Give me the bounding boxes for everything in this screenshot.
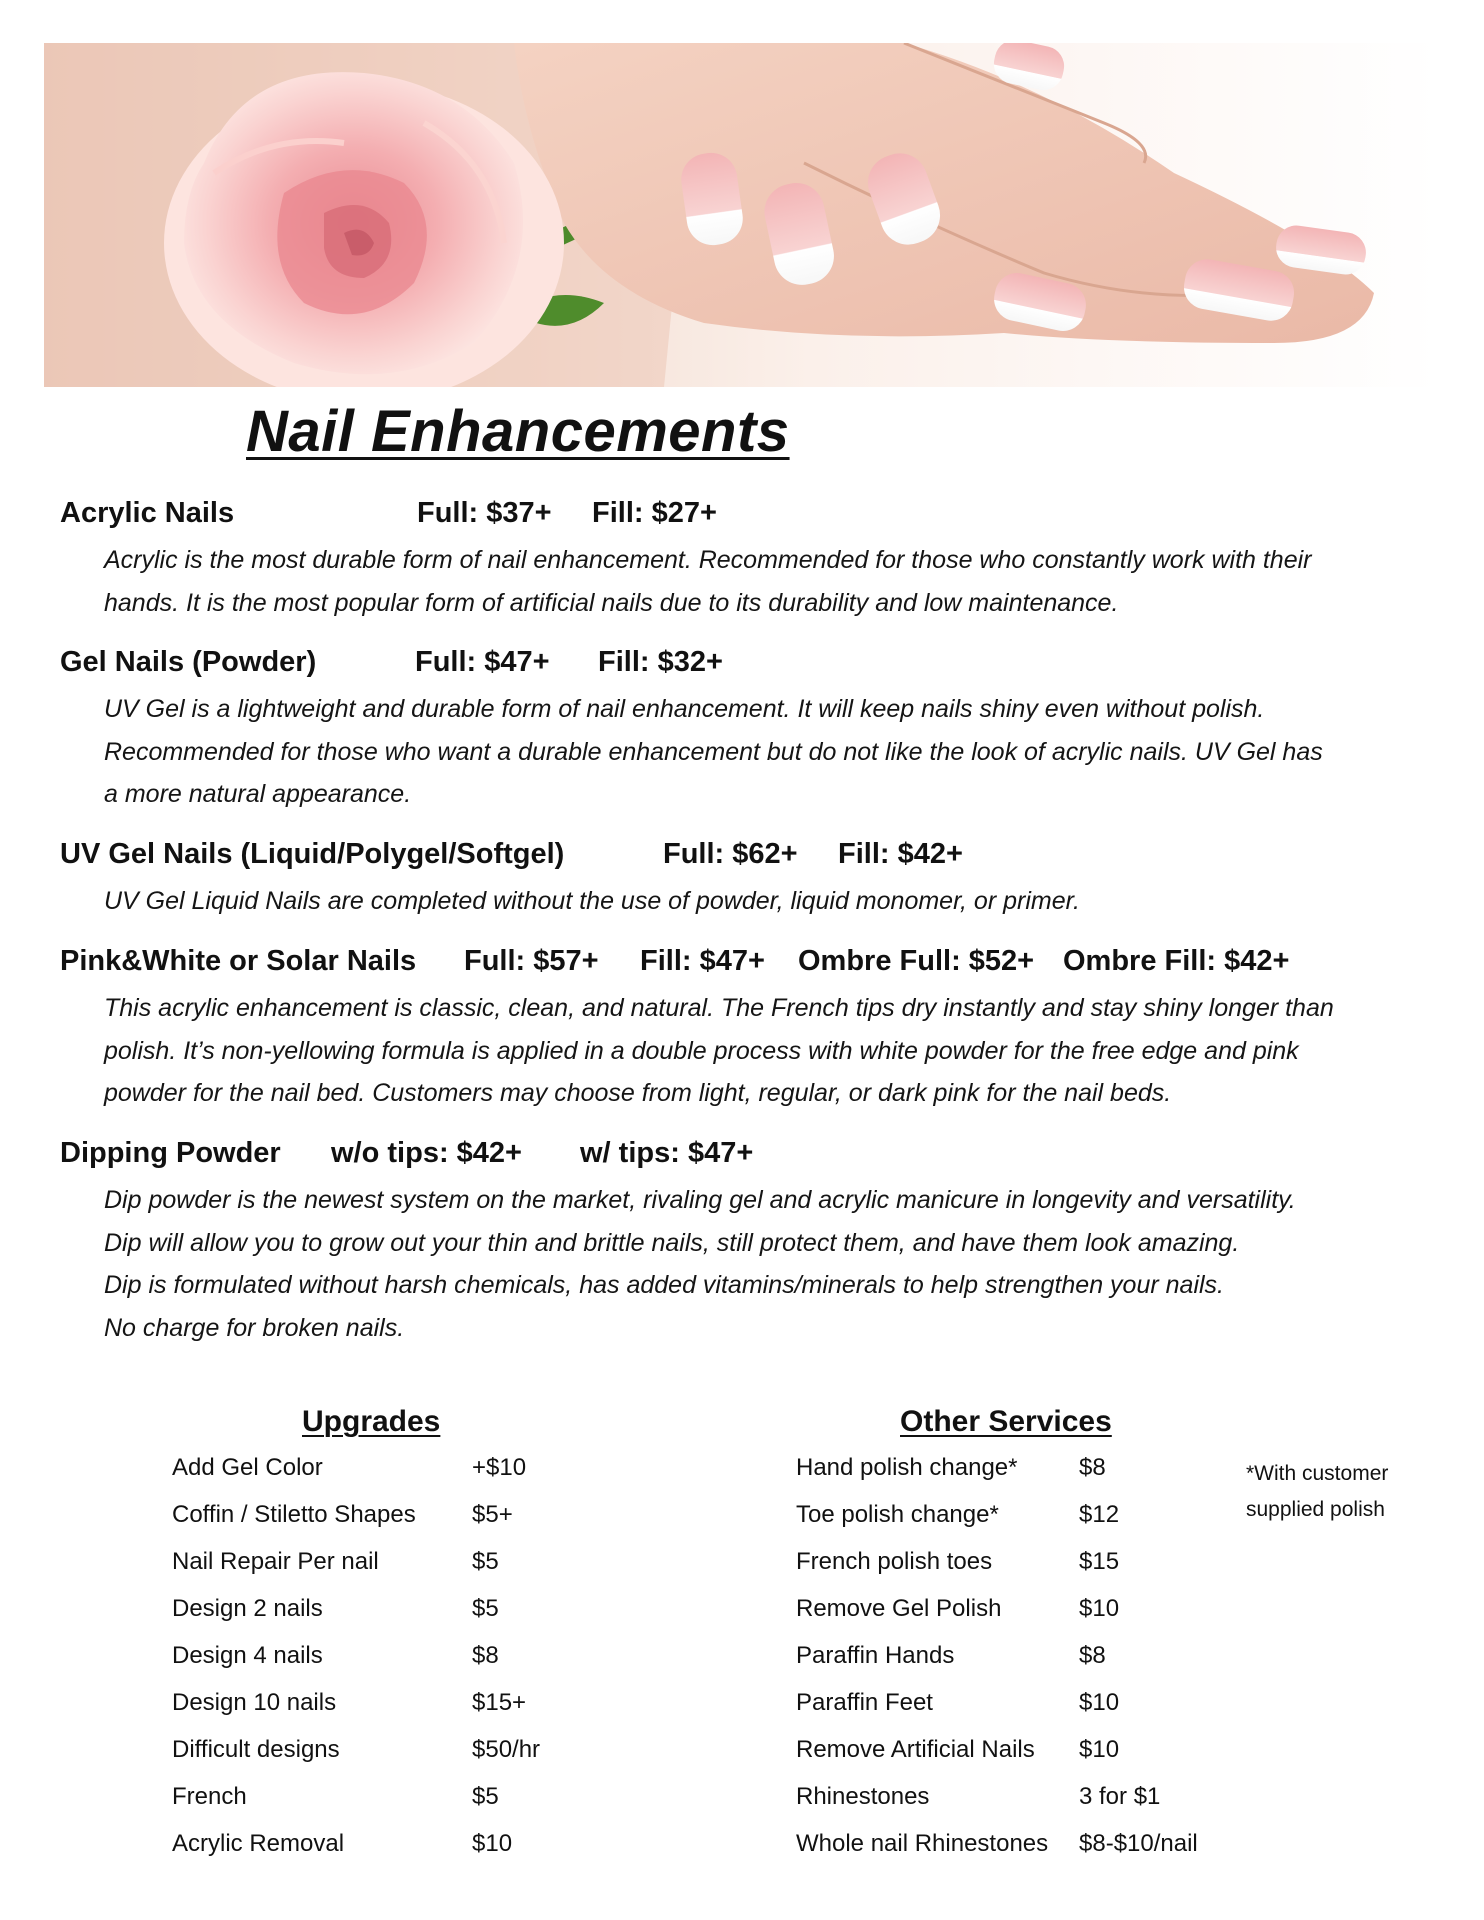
service-price-fill: Fill: $47+: [640, 945, 765, 977]
list-item: Rhinestones 3 for $1: [796, 1783, 1161, 1810]
list-item: Hand polish change* $8: [796, 1454, 1106, 1481]
service-price-ombre-full: Ombre Full: $52+: [798, 945, 1035, 977]
list-item: Difficult designs $50/hr: [172, 1736, 541, 1763]
service-price-fill: Fill: $42+: [838, 838, 963, 870]
service-uv-gel-nails: [60, 838, 1440, 923]
service-name: Dipping Powder: [60, 1137, 281, 1169]
service-description: This acrylic enhancement is classic, clean, and natural. The French tips dry instantly and stay shiny longer than polish. It’s non-yellowing formula is applied in a double process with white powder for the free edge and pink powder for the nail bed. Customers may choose from light, regular, or dark pink for the nail beds.: [104, 994, 1334, 1107]
service-price-without-tips: w/o tips: $42+: [331, 1137, 522, 1169]
service-gel-nails: [60, 646, 1440, 816]
list-item: Toe polish change* $12: [796, 1501, 1120, 1528]
other-services-list: [796, 1454, 1236, 1877]
other-services-title: Other Services: [900, 1405, 1112, 1438]
upgrades-list: [172, 1454, 592, 1877]
service-description: UV Gel Liquid Nails are completed without the use of powder, liquid monomer, or primer.: [104, 887, 1080, 915]
list-item: Add Gel Color +$10: [172, 1454, 527, 1481]
service-price-fill: Fill: $27+: [592, 497, 717, 529]
service-pink-white-nails: [60, 945, 1440, 1115]
list-item: Remove Gel Polish $10: [796, 1595, 1120, 1622]
list-item: Acrylic Removal $10: [172, 1830, 513, 1857]
polish-note: *With customer supplied polish: [1246, 1462, 1389, 1521]
list-item: Design 2 nails $5: [172, 1595, 499, 1622]
service-name: Gel Nails (Powder): [60, 646, 317, 678]
service-name: Acrylic Nails: [60, 497, 235, 529]
service-acrylic-nails: [60, 497, 1440, 624]
service-dipping-powder: [60, 1137, 1440, 1349]
service-price-full: Full: $62+: [663, 838, 798, 870]
hand-icon: [514, 43, 1374, 343]
list-item: Whole nail Rhinestones $8-$10/nail: [796, 1830, 1198, 1857]
service-price-with-tips: w/ tips: $47+: [580, 1137, 754, 1169]
service-name: Pink&White or Solar Nails: [60, 945, 417, 977]
service-price-fill: Fill: $32+: [598, 646, 723, 678]
list-item: Design 10 nails $15+: [172, 1689, 527, 1716]
list-item: Design 4 nails $8: [172, 1642, 499, 1669]
list-item: Paraffin Hands $8: [796, 1642, 1106, 1669]
service-description: UV Gel is a lightweight and durable form of nail enhancement. It will keep nails shiny even without polish. Recommended for those who want a durable enhancement but do not like the look of acrylic nails. UV Gel has a more natural appearance.: [104, 695, 1323, 808]
service-price-full: Full: $57+: [464, 945, 599, 977]
list-item: Nail Repair Per nail $5: [172, 1548, 499, 1575]
service-price-full: Full: $47+: [415, 646, 550, 678]
list-item: Remove Artificial Nails $10: [796, 1736, 1120, 1763]
upgrades-title: Upgrades: [302, 1405, 441, 1438]
service-description: Dip powder is the newest system on the market, rivaling gel and acrylic manicure in longevity and versatility. Dip will allow you to grow out your thin and brittle nails, still protect them, and have them look amazing. Dip is formulated without harsh chemicals, has added vitamins/minerals to help strengthen your nails. No charge for broken nails.: [104, 1186, 1296, 1342]
service-description: Acrylic is the most durable form of nail enhancement. Recommended for those who constantly work with their hands. It is the most popular form of artificial nails due to its durability and low maintenance.: [104, 546, 1312, 617]
list-item: Paraffin Feet $10: [796, 1689, 1120, 1716]
hero-image: [44, 43, 1440, 387]
service-name: UV Gel Nails (Liquid/Polygel/Softgel): [60, 838, 565, 870]
list-item: French $5: [172, 1783, 499, 1810]
page-title: Nail Enhancements: [246, 399, 790, 464]
service-price-full: Full: $37+: [417, 497, 552, 529]
service-price-ombre-fill: Ombre Fill: $42+: [1063, 945, 1290, 977]
list-item: Coffin / Stiletto Shapes $5+: [172, 1501, 513, 1528]
list-item: French polish toes $15: [796, 1548, 1120, 1575]
